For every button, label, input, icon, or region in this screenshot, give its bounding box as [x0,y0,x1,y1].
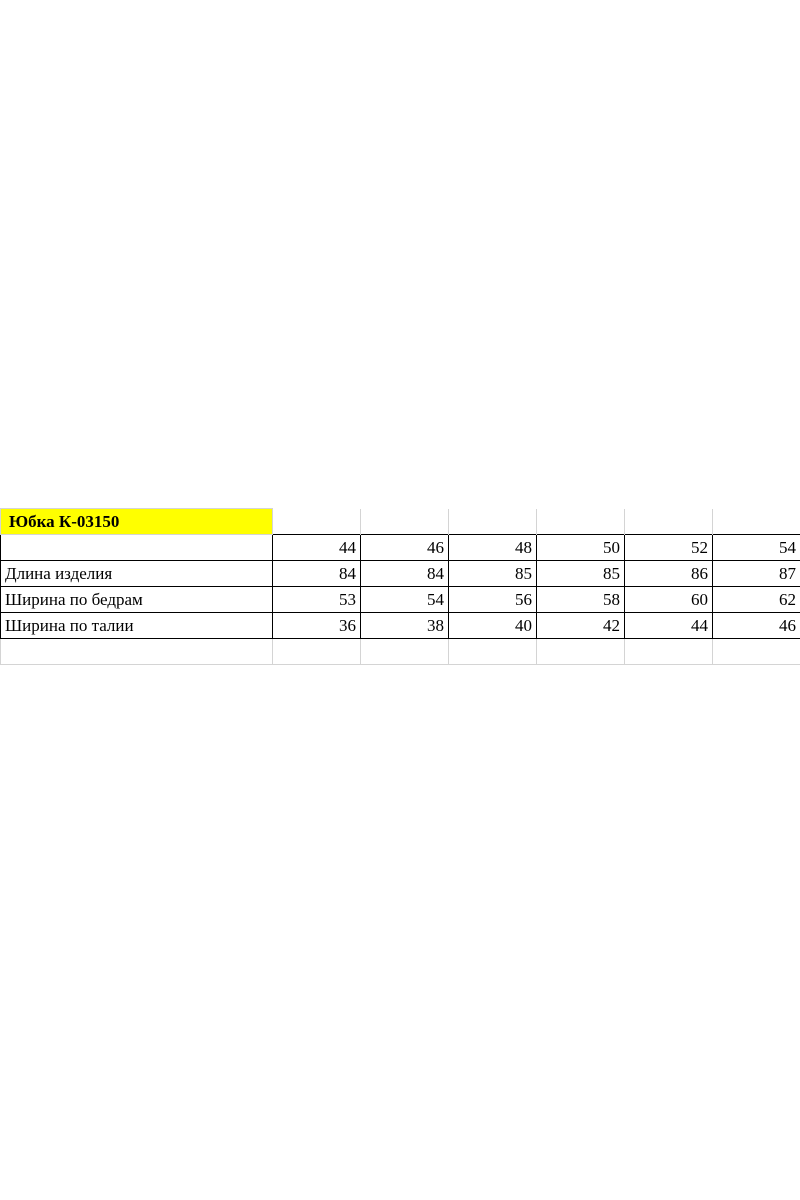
measurement-value: 85 [537,561,625,587]
measurement-value: 85 [449,561,537,587]
measurement-value: 42 [537,613,625,639]
measurement-value: 54 [361,587,449,613]
size-header-cell: 48 [449,535,537,561]
sizes-row-label [1,535,273,561]
table-row-sizes [1,535,800,561]
title-row [1,509,800,535]
title-blank-cell-4 [537,509,625,535]
size-header-cell: 52 [625,535,713,561]
title-blank-cell-5 [625,509,713,535]
measurement-value: 40 [449,613,537,639]
measurement-value: 87 [713,561,800,587]
spreadsheet-area [0,508,800,665]
empty-cell [1,639,273,665]
table-row [1,561,800,587]
measurement-value: 62 [713,587,800,613]
title-blank-cell-2 [361,509,449,535]
measurement-value: 38 [361,613,449,639]
measurement-value: 84 [361,561,449,587]
measurement-value: 44 [625,613,713,639]
title-blank-cell-6 [713,509,800,535]
measurement-value: 58 [537,587,625,613]
empty-cell [537,639,625,665]
size-header-cell: 50 [537,535,625,561]
measurement-label: Ширина по бедрам [1,587,273,613]
size-header-cell: 54 [713,535,800,561]
table-row [1,587,800,613]
empty-cell [273,639,361,665]
measurement-value: 56 [449,587,537,613]
empty-row [1,639,800,665]
measurement-value: 53 [273,587,361,613]
size-chart-table [0,508,800,665]
empty-cell [625,639,713,665]
empty-cell [713,639,800,665]
size-header-cell: 46 [361,535,449,561]
measurement-value: 86 [625,561,713,587]
measurement-value: 36 [273,613,361,639]
table-row [1,613,800,639]
measurement-label: Длина изделия [1,561,273,587]
size-header-cell: 44 [273,535,361,561]
empty-cell [449,639,537,665]
measurement-value: 84 [273,561,361,587]
measurement-value: 60 [625,587,713,613]
empty-cell [361,639,449,665]
measurement-label: Ширина по талии [1,613,273,639]
measurement-value: 46 [713,613,800,639]
title-blank-cell-1 [273,509,361,535]
title-blank-cell-3 [449,509,537,535]
product-title: Юбка К-03150 [1,509,273,535]
